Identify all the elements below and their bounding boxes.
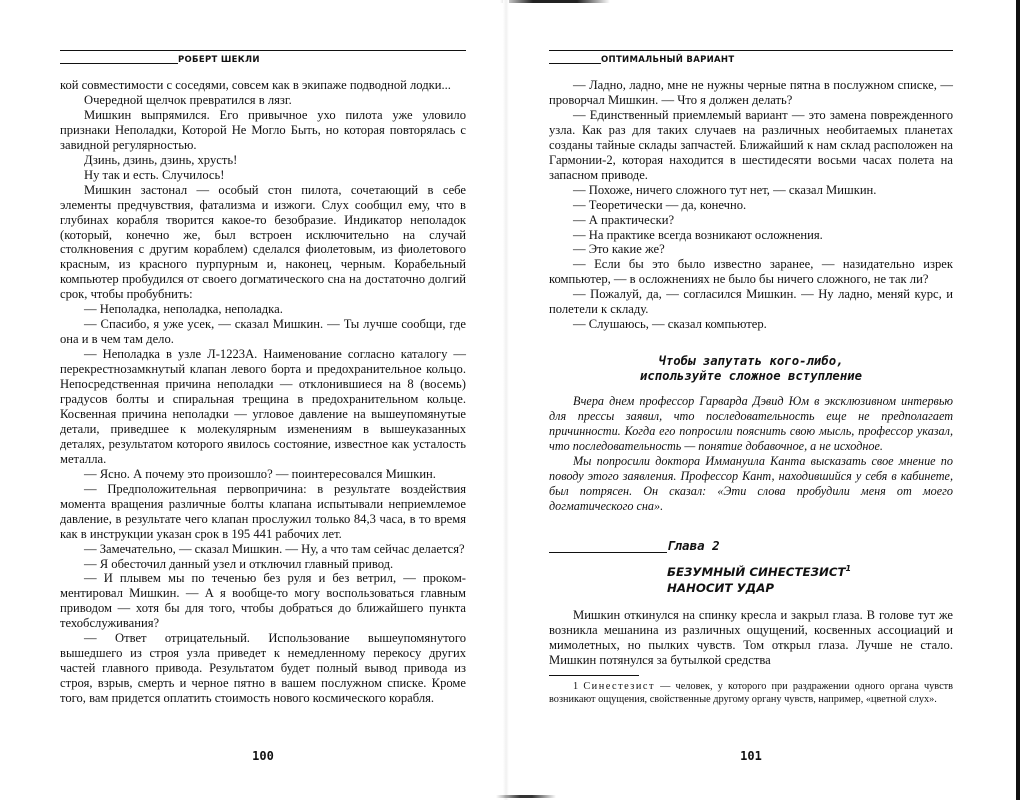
paragraph: Мишкин застонал — особый стон пилота, сочетающий в себе элементы предчувствия, фатализма и изжоги. Слух сообщил ему, что в глубинах корабля творится какое-то безобразие. Индикатор неполадок (который, конечно же, был встроен исключительно на случай столкновения с другим кораблем) сделался фиолетовым, из фиолетового красным, из красного пурпурным и, наконец, черным. Корабельный компьютер пробудился от своего догматического сна на достаточно долгий срок, чтобы пробубнить:	[60, 182, 466, 302]
chapter-heading	[549, 539, 953, 555]
footnote-ref: 1	[845, 564, 852, 574]
footnote-rule	[549, 675, 639, 676]
running-head-right	[549, 50, 953, 65]
chapter-title-line: НАНОСИТ УДАР	[667, 581, 774, 596]
footnote-text: — человек, у которого при раздражении одного органа чувств возникают ощущения, свойственные другому органу чувств, например, «цветной слух».	[549, 681, 954, 705]
subhead-line: используйте сложное вступление	[639, 369, 863, 384]
paragraph: — Неполадка в узле Л-1223А. Наименование согласно каталогу — перекрестнозамкнутый клапан левого борта и предохранительное кольцо. Непосредственная причина неполадки — отклонившиеся на 8 (восемь) градусов болты и спиральная трещина в предохранительном кольце. Косвенная причина неполадки — угловое давление на вышеупомянутые детали, приведшее к молекулярным изменениям в вышеуказанных деталях, результатом которого явилось состояние, известное как усталость металла.	[60, 347, 466, 466]
chapter-title-line: БЕЗУМНЫЙ СИНЕСТЕЗИСТ	[667, 565, 846, 580]
book-gutter	[503, 0, 509, 800]
footnote-mark: 1	[573, 681, 579, 693]
subhead-line: Чтобы запутать кого-либо,	[658, 354, 844, 369]
chapter-rule	[549, 552, 667, 553]
paragraph: — Ответ отрицательный. Использование вышеупомянутого вышедшего из строя узла приведет к немедленному перекосу других частей главного привода. Результатом будет полный вывод привода из строя, взрыв, смерть и черное пятно в вашем послужном списке. Кроме того, вам придется оплатить стоимость нового космического корабля.	[60, 631, 466, 706]
paragraph: — Это какие же?	[573, 242, 665, 257]
section-subhead	[549, 354, 953, 384]
paragraph: — Слушаюсь, — сказал компьютер.	[573, 317, 767, 332]
chapter-label: Глава 2	[667, 538, 720, 554]
paragraph: — Ясно. А почему это произошло? — поинтересовался Мишкин.	[84, 466, 436, 481]
page-number-left: 100	[252, 749, 274, 763]
footnote	[549, 681, 953, 706]
paragraph: — И плывем мы по теченью без руля и без ветрил, — прокомментировал Мишкин. — А я вообще-то могу воспользоваться главным приводом — хотя бы для того, чтобы добраться до ближайшего пункта техобслуживания?	[60, 571, 466, 631]
left-page-body	[60, 78, 466, 706]
right-page-body	[549, 78, 953, 706]
chapter-title	[667, 561, 953, 596]
paragraph: — Спасибо, я уже усек, — сказал Мишкин. — Ты лучше сообщи, где она и в чем там дело.	[60, 317, 466, 347]
paragraph: — Теоретически — да, конечно.	[573, 197, 747, 212]
paragraph: — Если бы это было известно заранее, — назидательно изрек компьютер, — в осложнениях не было бы ничего сложного, не так ли?	[549, 257, 953, 287]
paragraph: — Замечательно, — сказал Мишкин. — Ну, а что там сейчас делается?	[84, 541, 465, 556]
paragraph: Ну так и есть. Случилось!	[84, 167, 225, 182]
epigraph-paragraph: Вчера днем профессор Гарварда Дэвид Юм в эксклюзивном интервью для прессы заявил, что последовательность еще не предполагает причинности. Когда его попросили пояснить свою мысль, профессор указал, что последовательность — понятие добавочное, а не исходное.	[549, 394, 953, 453]
paragraph: — Похоже, ничего сложного тут нет, — сказал Мишкин.	[573, 182, 877, 197]
paragraph: — Ладно, ладно, мне не нужны черные пятна в послужном списке, — проворчал Мишкин. — Что я должен делать?	[549, 78, 953, 107]
running-head-rule	[60, 63, 178, 64]
page-number-right: 101	[740, 749, 762, 763]
running-head-left	[60, 50, 466, 65]
running-head-author: РОБЕРТ ШЕКЛИ	[178, 55, 260, 65]
left-page	[60, 0, 466, 800]
right-page	[549, 0, 953, 800]
paragraph: — Я обесточил данный узел и отключил главный привод.	[84, 556, 394, 571]
epigraph	[549, 394, 953, 513]
footnote-term: Синестезист	[583, 681, 655, 693]
paragraph: — Предположительная первопричина: в результате воздействия момента вращения различные болты клапана испытывали неприемлемое давление, в результате чего клапан прослужил только 84,3 часа, в то время как в инструкции указан срок в 195 441 рабочих лет.	[60, 481, 466, 541]
epigraph-paragraph: Мы попросили доктора Иммануила Канта высказать свое мнение по поводу этого заявления. Профессор Кант, находившийся у себя в кабинете, был потрясен. Он сказал: «Эти слова пробудили меня от моего догматического сна».	[549, 453, 953, 513]
paragraph: кой совместимости с соседями, совсем как в экипаже подводной лодки...	[60, 78, 451, 92]
dialogue-block	[549, 78, 953, 332]
paragraph: — Единственный приемлемый вариант — это замена поврежденного узла. Как раз для таких случаев на различных необитаемых планетах созданы тайные склады запчастей. Ближайший к нам склад расположен на Гармонии-2, которая находится в шестидесяти восьми часах полета на запасном приводе.	[549, 107, 953, 182]
paragraph: Очередной щелчок превратился в лязг.	[84, 92, 292, 107]
scan-edge	[1016, 0, 1020, 800]
paragraph: Дзинь, дзинь, дзинь, хрусть!	[84, 152, 238, 167]
scan-artifact-bottom	[496, 795, 556, 798]
running-head-title: ОПТИМАЛЬНЫЙ ВАРИАНТ	[601, 55, 735, 65]
running-head-rule	[549, 63, 601, 64]
paragraph: — Неполадка, неполадка, неполадка.	[84, 302, 283, 317]
paragraph: Мишкин выпрямился. Его привычное ухо пилота уже уловило признаки Неполадки, Которой Не Могло Быть, но которая повторялась с завидной регулярностью.	[60, 107, 466, 152]
paragraph: — Пожалуй, да, — согласился Мишкин. — Ну ладно, меняй курс, и полетели к складу.	[549, 287, 953, 317]
chapter-paragraph: Мишкин откинулся на спинку кресла и закрыл глаза. В голове тут же возникла мешанина из различных ощущений, косвенных ассоциаций и мимолетных, но пылких чувств. Том открыл глаза. Лучше не стало. Мишкин потянулся за бутылкой средства	[549, 608, 953, 668]
paragraph: — На практике всегда возникают осложнения.	[573, 227, 823, 242]
paragraph: — А практически?	[573, 212, 675, 227]
